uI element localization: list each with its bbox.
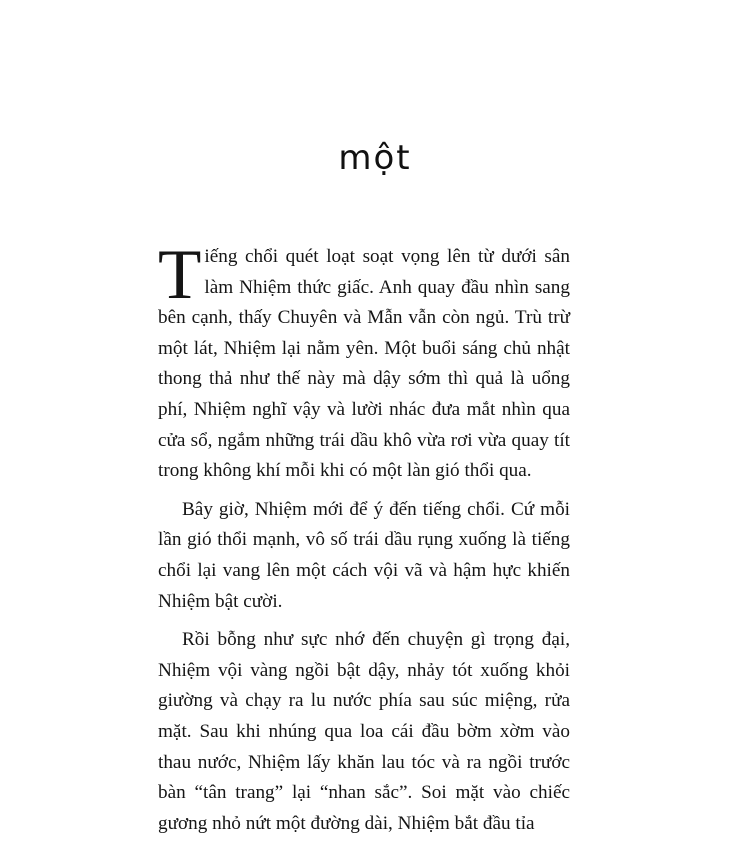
chapter-title: một	[338, 138, 412, 178]
drop-cap: T	[158, 236, 202, 314]
paragraph-1-text: iếng chổi quét loạt soạt vọng lên từ dưới sân làm Nhiệm thức giấc. Anh quay đầu nhìn sang bên cạnh, thấy Chuyên và Mẫn vẫn còn ngủ. Trù trừ một lát, Nhiệm lại nằm yên. Một buổi sáng chủ nhật thong thả như thế này mà dậy sớm thì quả là uổng phí, Nhiệm nghĩ vậy và lười nhác đưa mắt nhìn qua cửa sổ, ngắm những trái dầu khô vừa rơi vừa quay tít trong không khí mỗi khi có một làn gió thổi qua.	[158, 246, 570, 482]
paragraph-2: Bây giờ, Nhiệm mới để ý đến tiếng chổi. Cứ mỗi lần gió thổi mạnh, vô số trái dầu rụng xuống là tiếng chổi lại vang lên một cách vội vã và hậm hực khiến Nhiệm bật cười.	[158, 498, 570, 612]
chapter-body	[158, 236, 570, 847]
paragraph-1	[158, 236, 570, 487]
paragraph-3: Rồi bỗng như sực nhớ đến chuyện gì trọng đại, Nhiệm vội vàng ngồi bật dậy, nhảy tót xuống khỏi giường và chạy ra lu nước phía sau súc miệng, rửa mặt. Sau khi nhúng qua loa cái đầu bờm xờm vào thau nước, Nhiệm lấy khăn lau tóc và ra ngồi trước bàn “tân trang” lại “nhan sắc”. Soi mặt vào chiếc gương nhỏ nứt một đường dài, Nhiệm bắt đầu tỉa	[158, 629, 570, 834]
